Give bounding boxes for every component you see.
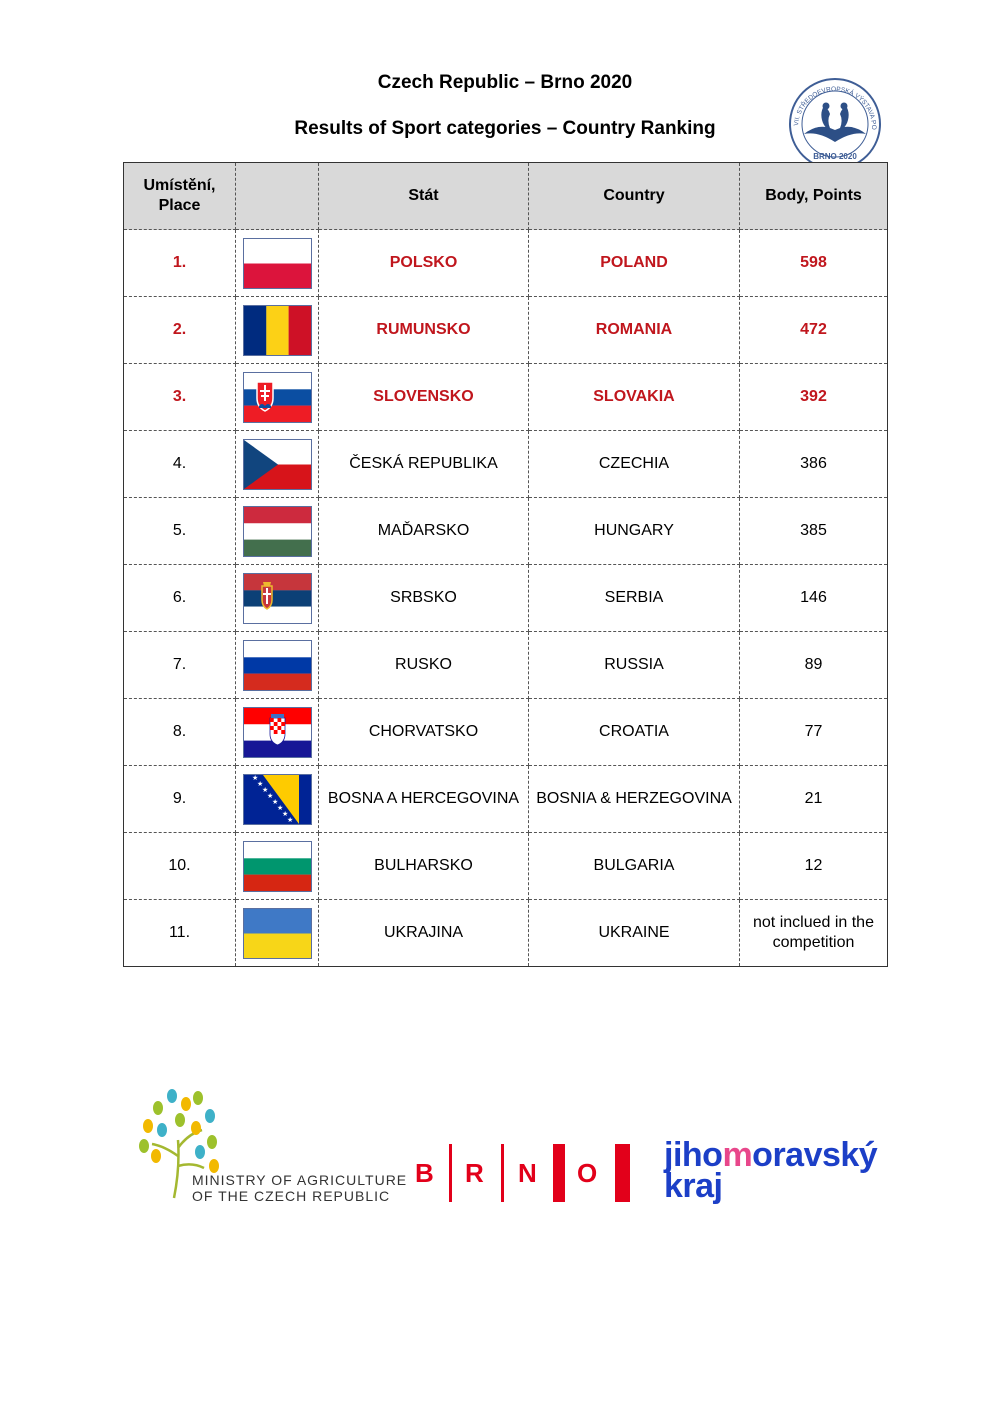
poland-flag-icon (243, 238, 312, 289)
stat-cell: ČESKÁ REPUBLIKA (319, 431, 529, 498)
bosnia-flag-icon (243, 774, 312, 825)
brno-letter-r: R (465, 1158, 484, 1188)
column-header-place: Umístění, Place (124, 163, 236, 230)
table-row (124, 230, 888, 297)
svg-text:★: ★ (286, 815, 293, 824)
table-row (124, 833, 888, 900)
stat-cell: BULHARSKO (319, 833, 529, 900)
table-row (124, 297, 888, 364)
svg-text:★: ★ (281, 809, 288, 818)
table-row (124, 699, 888, 766)
jihomoravsky-kraj-logo (664, 1136, 878, 1205)
place-cell: 4. (124, 431, 236, 498)
place-cell: 5. (124, 498, 236, 565)
table-row (124, 498, 888, 565)
points-cell: 598 (740, 230, 888, 297)
points-cell: 21 (740, 766, 888, 833)
points-cell: 472 (740, 297, 888, 364)
country-cell: POLAND (529, 230, 740, 297)
place-cell: 2. (124, 297, 236, 364)
country-cell: SERBIA (529, 565, 740, 632)
table-row (124, 565, 888, 632)
table-row (124, 900, 888, 967)
ministry-name-line1: MINISTRY OF AGRICULTURE (192, 1172, 408, 1188)
stat-cell: CHORVATSKO (319, 699, 529, 766)
points-cell: 89 (740, 632, 888, 699)
seal-year: BRNO 2020 (813, 152, 857, 161)
svg-text:★: ★ (271, 797, 278, 806)
country-cell: RUSSIA (529, 632, 740, 699)
brno-letter-n: N (518, 1158, 537, 1188)
romania-flag-icon (243, 305, 312, 356)
country-cell: ROMANIA (529, 297, 740, 364)
table-row (124, 632, 888, 699)
country-cell: SLOVAKIA (529, 364, 740, 431)
place-cell: 7. (124, 632, 236, 699)
stat-cell: SLOVENSKO (319, 364, 529, 431)
stat-cell: UKRAJINA (319, 900, 529, 967)
country-cell: BOSNIA & HERZEGOVINA (529, 766, 740, 833)
points-cell: 12 (740, 833, 888, 900)
brno-letter-b: B (415, 1158, 434, 1188)
stat-cell: BOSNA A HERCEGOVINA (319, 766, 529, 833)
column-header-country: Country (529, 163, 740, 230)
place-cell: 6. (124, 565, 236, 632)
country-cell: UKRAINE (529, 900, 740, 967)
points-cell: 386 (740, 431, 888, 498)
points-cell: 146 (740, 565, 888, 632)
points-cell: 77 (740, 699, 888, 766)
slovakia-flag-icon (243, 372, 312, 423)
points-cell: 385 (740, 498, 888, 565)
jmk-text-a: jiho (664, 1136, 723, 1174)
country-cell: CZECHIA (529, 431, 740, 498)
ukraine-flag-icon (243, 908, 312, 959)
exhibition-seal-logo (784, 76, 886, 172)
svg-text:VII. STŘEDOEVROPSKÁ VÝSTAVA PO: VII. STŘEDOEVROPSKÁ VÝSTAVA PO (793, 85, 878, 130)
table-row (124, 364, 888, 431)
stat-cell: MAĎARSKO (319, 498, 529, 565)
stat-cell: RUMUNSKO (319, 297, 529, 364)
country-cell: HUNGARY (529, 498, 740, 565)
hungary-flag-icon (243, 506, 312, 557)
svg-text:★: ★ (276, 803, 283, 812)
stat-cell: POLSKO (319, 230, 529, 297)
bulgaria-flag-icon (243, 841, 312, 892)
column-header-points: Body, Points (740, 163, 888, 230)
place-cell: 3. (124, 364, 236, 431)
svg-text:★: ★ (266, 791, 273, 800)
svg-text:★: ★ (256, 779, 263, 788)
country-cell: CROATIA (529, 699, 740, 766)
page-title: Czech Republic – Brno 2020 (377, 72, 633, 93)
table-header-row (124, 163, 888, 230)
svg-text:★: ★ (251, 774, 258, 782)
czechia-flag-icon (243, 439, 312, 490)
russia-flag-icon (243, 640, 312, 691)
country-ranking-table (123, 162, 888, 967)
brno-letter-o: O (577, 1158, 598, 1188)
points-cell: 392 (740, 364, 888, 431)
brno-logo (413, 1142, 635, 1209)
place-cell: 1. (124, 230, 236, 297)
place-cell: 9. (124, 766, 236, 833)
place-cell: 10. (124, 833, 236, 900)
jmk-text-m: m (722, 1136, 753, 1174)
column-header-stat: Stát (319, 163, 529, 230)
jmk-text-c: oravský (752, 1136, 878, 1174)
jmk-text-kraj: kraj (664, 1167, 723, 1205)
place-cell: 11. (124, 900, 236, 967)
table-row (124, 431, 888, 498)
points-cell: not inclued in the competition (740, 900, 888, 967)
country-cell: BULGARIA (529, 833, 740, 900)
stat-cell: RUSKO (319, 632, 529, 699)
place-cell: 8. (124, 699, 236, 766)
column-header-flag (236, 163, 319, 230)
svg-text:★: ★ (261, 785, 268, 794)
stat-cell: SRBSKO (319, 565, 529, 632)
page-subtitle: Results of Sport categories – Country Ranking (294, 118, 716, 139)
ministry-name-line2: OF THE CZECH REPUBLIC (192, 1188, 391, 1204)
serbia-flag-icon (243, 573, 312, 624)
table-row (124, 766, 888, 833)
croatia-flag-icon (243, 707, 312, 758)
